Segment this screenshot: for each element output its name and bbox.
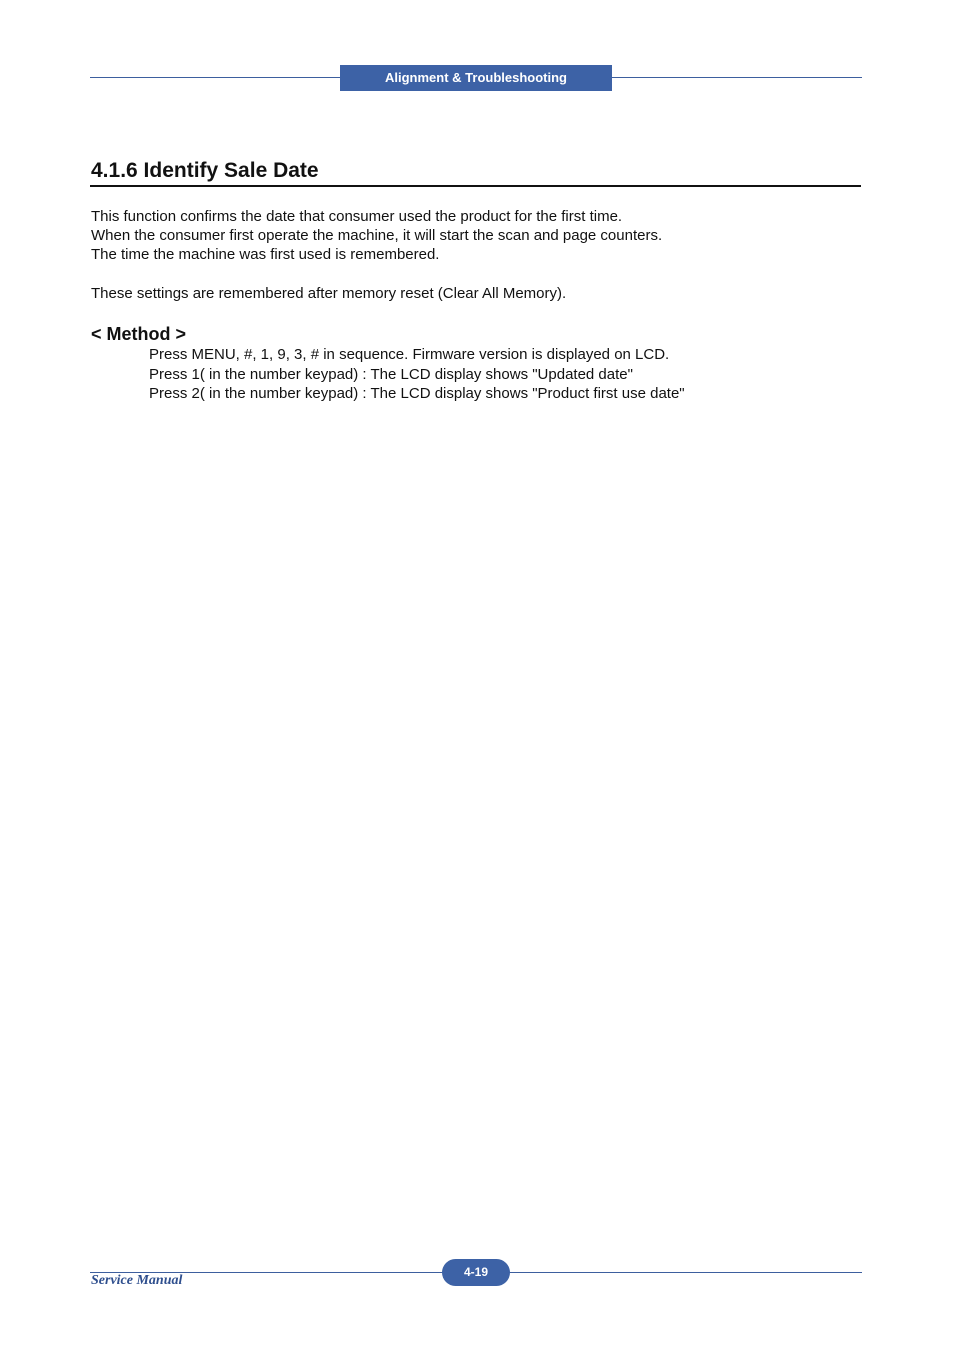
method-step-1: Press MENU, #, 1, 9, 3, # in sequence. Firmware version is displayed on LCD. bbox=[149, 346, 670, 363]
title-underline bbox=[90, 185, 861, 187]
header-section-tab: Alignment & Troubleshooting bbox=[340, 65, 612, 91]
paragraph-line-2: When the consumer first operate the machine, it will start the scan and page counters. bbox=[91, 227, 663, 244]
footer-manual-label: Service Manual bbox=[91, 1273, 183, 1288]
method-heading: < Method > bbox=[91, 324, 187, 344]
method-step-3: Press 2( in the number keypad) : The LCD display shows "Product first use date" bbox=[149, 385, 685, 402]
paragraph-line-3: The time the machine was first used is remembered. bbox=[91, 246, 440, 263]
paragraph-line-1: This function confirms the date that consumer used the product for the first time. bbox=[91, 208, 623, 225]
page-number: 4-19 bbox=[442, 1259, 510, 1286]
section-title: 4.1.6 Identify Sale Date bbox=[91, 159, 319, 182]
paragraph-memory-reset: These settings are remembered after memory reset (Clear All Memory). bbox=[91, 285, 567, 302]
method-step-2: Press 1( in the number keypad) : The LCD display shows "Updated date" bbox=[149, 366, 633, 383]
